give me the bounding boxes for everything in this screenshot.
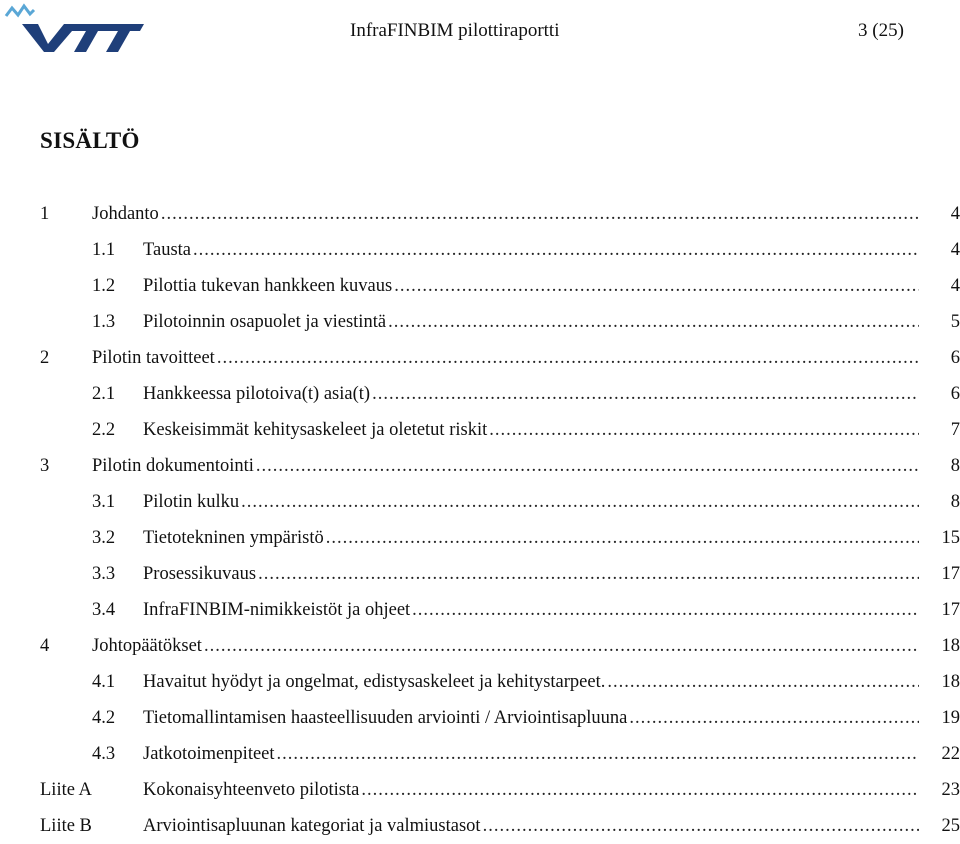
toc-dot-leader	[489, 412, 919, 448]
toc-entry[interactable]	[0, 196, 960, 232]
toc-entry-number: 3	[40, 456, 50, 476]
toc-entry-page: 18	[941, 672, 960, 692]
toc-entry-number: Liite A	[40, 780, 92, 800]
toc-entry-page: 25	[941, 816, 960, 836]
toc-entry-page: 7	[950, 420, 960, 440]
toc-entry-number: 3.3	[92, 564, 116, 584]
toc-entry[interactable]	[0, 700, 960, 736]
toc-entry-number: 4.3	[92, 744, 116, 764]
toc-entry-number: 1.1	[92, 240, 116, 260]
toc-entry-number: 4	[40, 636, 50, 656]
toc-entry-title[interactable]: Havaitut hyödyt ja ongelmat, edistysaskeleet ja kehitystarpeet.	[143, 672, 606, 692]
toc-dot-leader	[361, 772, 919, 808]
toc-dot-leader	[607, 664, 919, 700]
toc-dot-leader	[394, 268, 919, 304]
toc-entry-page: 8	[950, 456, 960, 476]
toc-entry[interactable]	[0, 484, 960, 520]
toc-entry-title[interactable]: InfraFINBIM-nimikkeistöt ja ohjeet	[143, 600, 411, 620]
toc-entry-title[interactable]: Pilotoinnin osapuolet ja viestintä	[143, 312, 387, 332]
toc-entry-page: 22	[941, 744, 960, 764]
toc-entry-page: 19	[941, 708, 960, 728]
toc-entry[interactable]	[0, 772, 960, 808]
toc-entry[interactable]	[0, 340, 960, 376]
toc-entry[interactable]	[0, 592, 960, 628]
toc-entry[interactable]	[0, 376, 960, 412]
toc-entry-number: 4.2	[92, 708, 116, 728]
toc-dot-leader	[483, 808, 919, 844]
toc-entry-title[interactable]: Hankkeessa pilotoiva(t) asia(t)	[143, 384, 371, 404]
toc-heading: SISÄLTÖ	[40, 128, 140, 153]
toc-entry-title[interactable]: Johtopäätökset	[92, 636, 202, 656]
toc-entry-title[interactable]: Pilotin kulku	[143, 492, 240, 512]
toc-entry-title[interactable]: Johdanto	[92, 204, 159, 224]
toc-dot-leader	[258, 556, 919, 592]
toc-entry-title[interactable]: Pilottia tukevan hankkeen kuvaus	[143, 276, 393, 296]
toc-dot-leader	[161, 196, 919, 232]
toc-entry[interactable]	[0, 736, 960, 772]
toc-dot-leader	[256, 448, 919, 484]
toc-entry-number: 4.1	[92, 672, 116, 692]
toc-entry-number: 3.4	[92, 600, 116, 620]
toc-entry[interactable]	[0, 808, 960, 844]
toc-dot-leader	[193, 232, 919, 268]
toc-entry-number: 1.2	[92, 276, 116, 296]
toc-entry-page: 4	[950, 204, 960, 224]
toc-dot-leader	[388, 304, 919, 340]
toc-entry-title[interactable]: Tietotekninen ympäristö	[143, 528, 324, 548]
toc-entry[interactable]	[0, 232, 960, 268]
page-number: 3 (25)	[858, 20, 904, 41]
toc-entry-title[interactable]: Tausta	[143, 240, 192, 260]
toc-entry-page: 6	[950, 348, 960, 368]
toc-dot-leader	[277, 736, 919, 772]
toc-entry[interactable]	[0, 556, 960, 592]
toc-entry[interactable]	[0, 304, 960, 340]
toc-entry-number: 2	[40, 348, 50, 368]
toc-entry-number: Liite B	[40, 816, 92, 836]
toc-entry-title[interactable]: Tietomallintamisen haasteellisuuden arviointi / Arviointisapluuna	[143, 708, 628, 728]
toc-entry-page: 4	[950, 240, 960, 260]
document-title: InfraFINBIM pilottiraportti	[350, 20, 560, 41]
toc-entry-page: 17	[941, 564, 960, 584]
toc-entry-page: 8	[950, 492, 960, 512]
vtt-logo	[4, 2, 144, 56]
toc-dot-leader	[217, 340, 919, 376]
toc-entry-page: 4	[950, 276, 960, 296]
toc-entry[interactable]	[0, 520, 960, 556]
toc-entry-title[interactable]: Pilotin dokumentointi	[92, 456, 254, 476]
toc-entry[interactable]	[0, 412, 960, 448]
toc-dot-leader	[326, 520, 919, 556]
toc-dot-leader	[204, 628, 919, 664]
toc-entry[interactable]	[0, 628, 960, 664]
toc-entry-title[interactable]: Arviointisapluunan kategoriat ja valmiustasot	[143, 816, 481, 836]
toc-entry[interactable]	[0, 664, 960, 700]
toc-dot-leader	[412, 592, 919, 628]
toc-entry-number: 3.2	[92, 528, 116, 548]
toc-dot-leader	[241, 484, 919, 520]
toc-entry-title[interactable]: Jatkotoimenpiteet	[143, 744, 275, 764]
toc-entry-page: 15	[941, 528, 960, 548]
toc-entry-title[interactable]: Kokonaisyhteenveto pilotista	[143, 780, 360, 800]
toc-entry[interactable]	[0, 448, 960, 484]
toc-entry-page: 18	[941, 636, 960, 656]
toc-entry-title[interactable]: Keskeisimmät kehitysaskeleet ja oletetut riskit	[143, 420, 488, 440]
toc-dot-leader	[372, 376, 919, 412]
toc-entry-title[interactable]: Pilotin tavoitteet	[92, 348, 215, 368]
toc-entry-page: 17	[941, 600, 960, 620]
toc-entry-page: 5	[950, 312, 960, 332]
toc-dot-leader	[629, 700, 919, 736]
toc-entry-number: 3.1	[92, 492, 116, 512]
toc-entry-title[interactable]: Prosessikuvaus	[143, 564, 257, 584]
toc-entry-page: 23	[941, 780, 960, 800]
toc-entry[interactable]	[0, 268, 960, 304]
toc-entry-number: 1.3	[92, 312, 116, 332]
toc-entry-page: 6	[950, 384, 960, 404]
toc-entry-number: 2.1	[92, 384, 116, 404]
toc-entry-number: 2.2	[92, 420, 116, 440]
toc-entry-number: 1	[40, 204, 50, 224]
